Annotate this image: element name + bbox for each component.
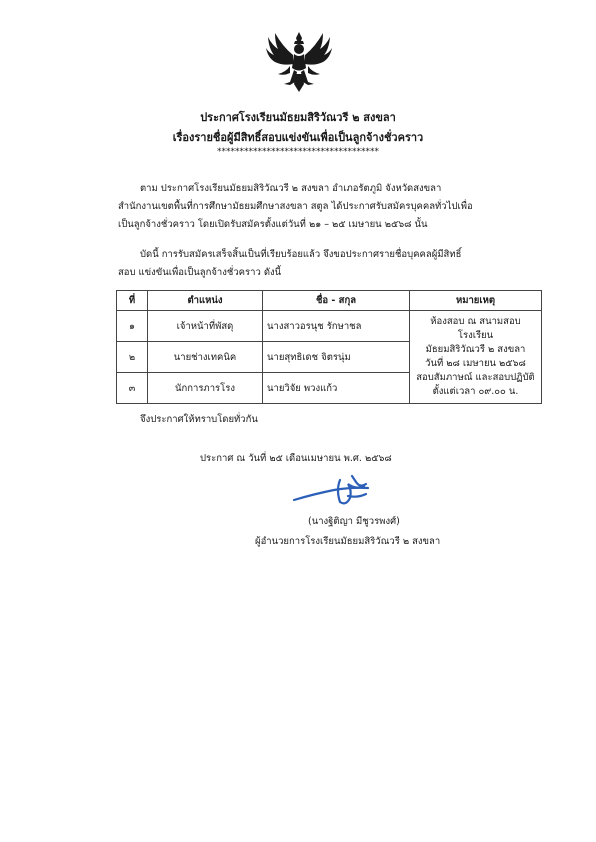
- row-name: นางสาวอรนุช รักษาชล: [263, 311, 410, 342]
- list-intro-paragraph: บัดนี้ การรับสมัครเสร็จสิ้นเป็นที่เรียบร้อยแล้ว จึงขอประกาศรายชื่อบุคคลผู้มีสิทธิ์สอบ แข่งขันเพื่อเป็นลูกจ้างชั่วคราว ดังนี้: [118, 249, 462, 278]
- note-line: ห้องสอบ ณ สนามสอบโรงเรียน: [430, 316, 521, 341]
- signer-name: (นางฐิติญา มีชูวรพงศ์): [308, 516, 400, 527]
- note-line: มัธยมสิริวัณวรี ๒ สงขลา: [425, 344, 526, 355]
- issue-date: ประกาศ ณ วันที่ ๒๕ เดือนเมษายน พ.ศ. ๒๕๖๘: [200, 453, 392, 464]
- row-position: นักการภารโรง: [148, 373, 263, 404]
- col-header-position: ตำแหน่ง: [148, 291, 263, 311]
- table-header-row: [117, 291, 542, 311]
- col-header-note: หมายเหตุ: [410, 291, 542, 311]
- exam-note: [410, 311, 542, 404]
- table-row: [117, 311, 542, 342]
- garuda-emblem-icon: [266, 30, 332, 94]
- signer-title: ผู้อำนวยการโรงเรียนมัธยมสิริวัณวรี ๒ สงขลา: [255, 536, 441, 547]
- row-name: นายวิจัย พวงแก้ว: [263, 373, 410, 404]
- intro-paragraph: ตาม ประกาศโรงเรียนมัธยมสิริวัณวรี ๒ สงขลา อำเภอรัตภูมิ จังหวัดสงขลา สำนักงานเขตพื้นที่การศึกษามัธยมศึกษาสงขลา สตูล ได้ประกาศรับสมัครบุคคลทั่วไปเพื่อเป็นลูกจ้างชั่วคราว โดยเปิดรับสมัครตั้งแต่วันที่ ๒๑ – ๒๕ เมษายน ๒๕๖๘ นั้น: [118, 183, 473, 230]
- announcement-title: ประกาศโรงเรียนมัธยมสิริวัณวรี ๒ สงขลา: [200, 111, 396, 124]
- row-position: เจ้าหน้าที่พัสดุ: [148, 311, 263, 342]
- note-line: วันที่ ๒๘ เมษายน ๒๕๖๘: [425, 358, 526, 369]
- divider-stars: ************************************: [217, 147, 379, 157]
- row-number: ๑: [117, 311, 148, 342]
- candidate-table: [116, 290, 542, 404]
- announcement-subject: เรื่องรายชื่อผู้มีสิทธิ์สอบแข่งขันเพื่อเป็นลูกจ้างชั่วคราว: [172, 131, 424, 144]
- note-line: ตั้งแต่เวลา ๐๙.๐๐ น.: [432, 386, 519, 397]
- row-number: ๒: [117, 342, 148, 373]
- col-header-name: ชื่อ - สกุล: [263, 291, 410, 311]
- row-number: ๓: [117, 373, 148, 404]
- col-header-no: ที่: [117, 291, 148, 311]
- closing-statement: จึงประกาศให้ทราบโดยทั่วกัน: [140, 414, 258, 425]
- signature-image: [290, 472, 400, 510]
- note-line: สอบสัมภาษณ์ และสอบปฏิบัติ: [416, 372, 535, 383]
- row-name: นายสุทธิเดช จิตรนุ่ม: [263, 342, 410, 373]
- row-position: นายช่างเทคนิค: [148, 342, 263, 373]
